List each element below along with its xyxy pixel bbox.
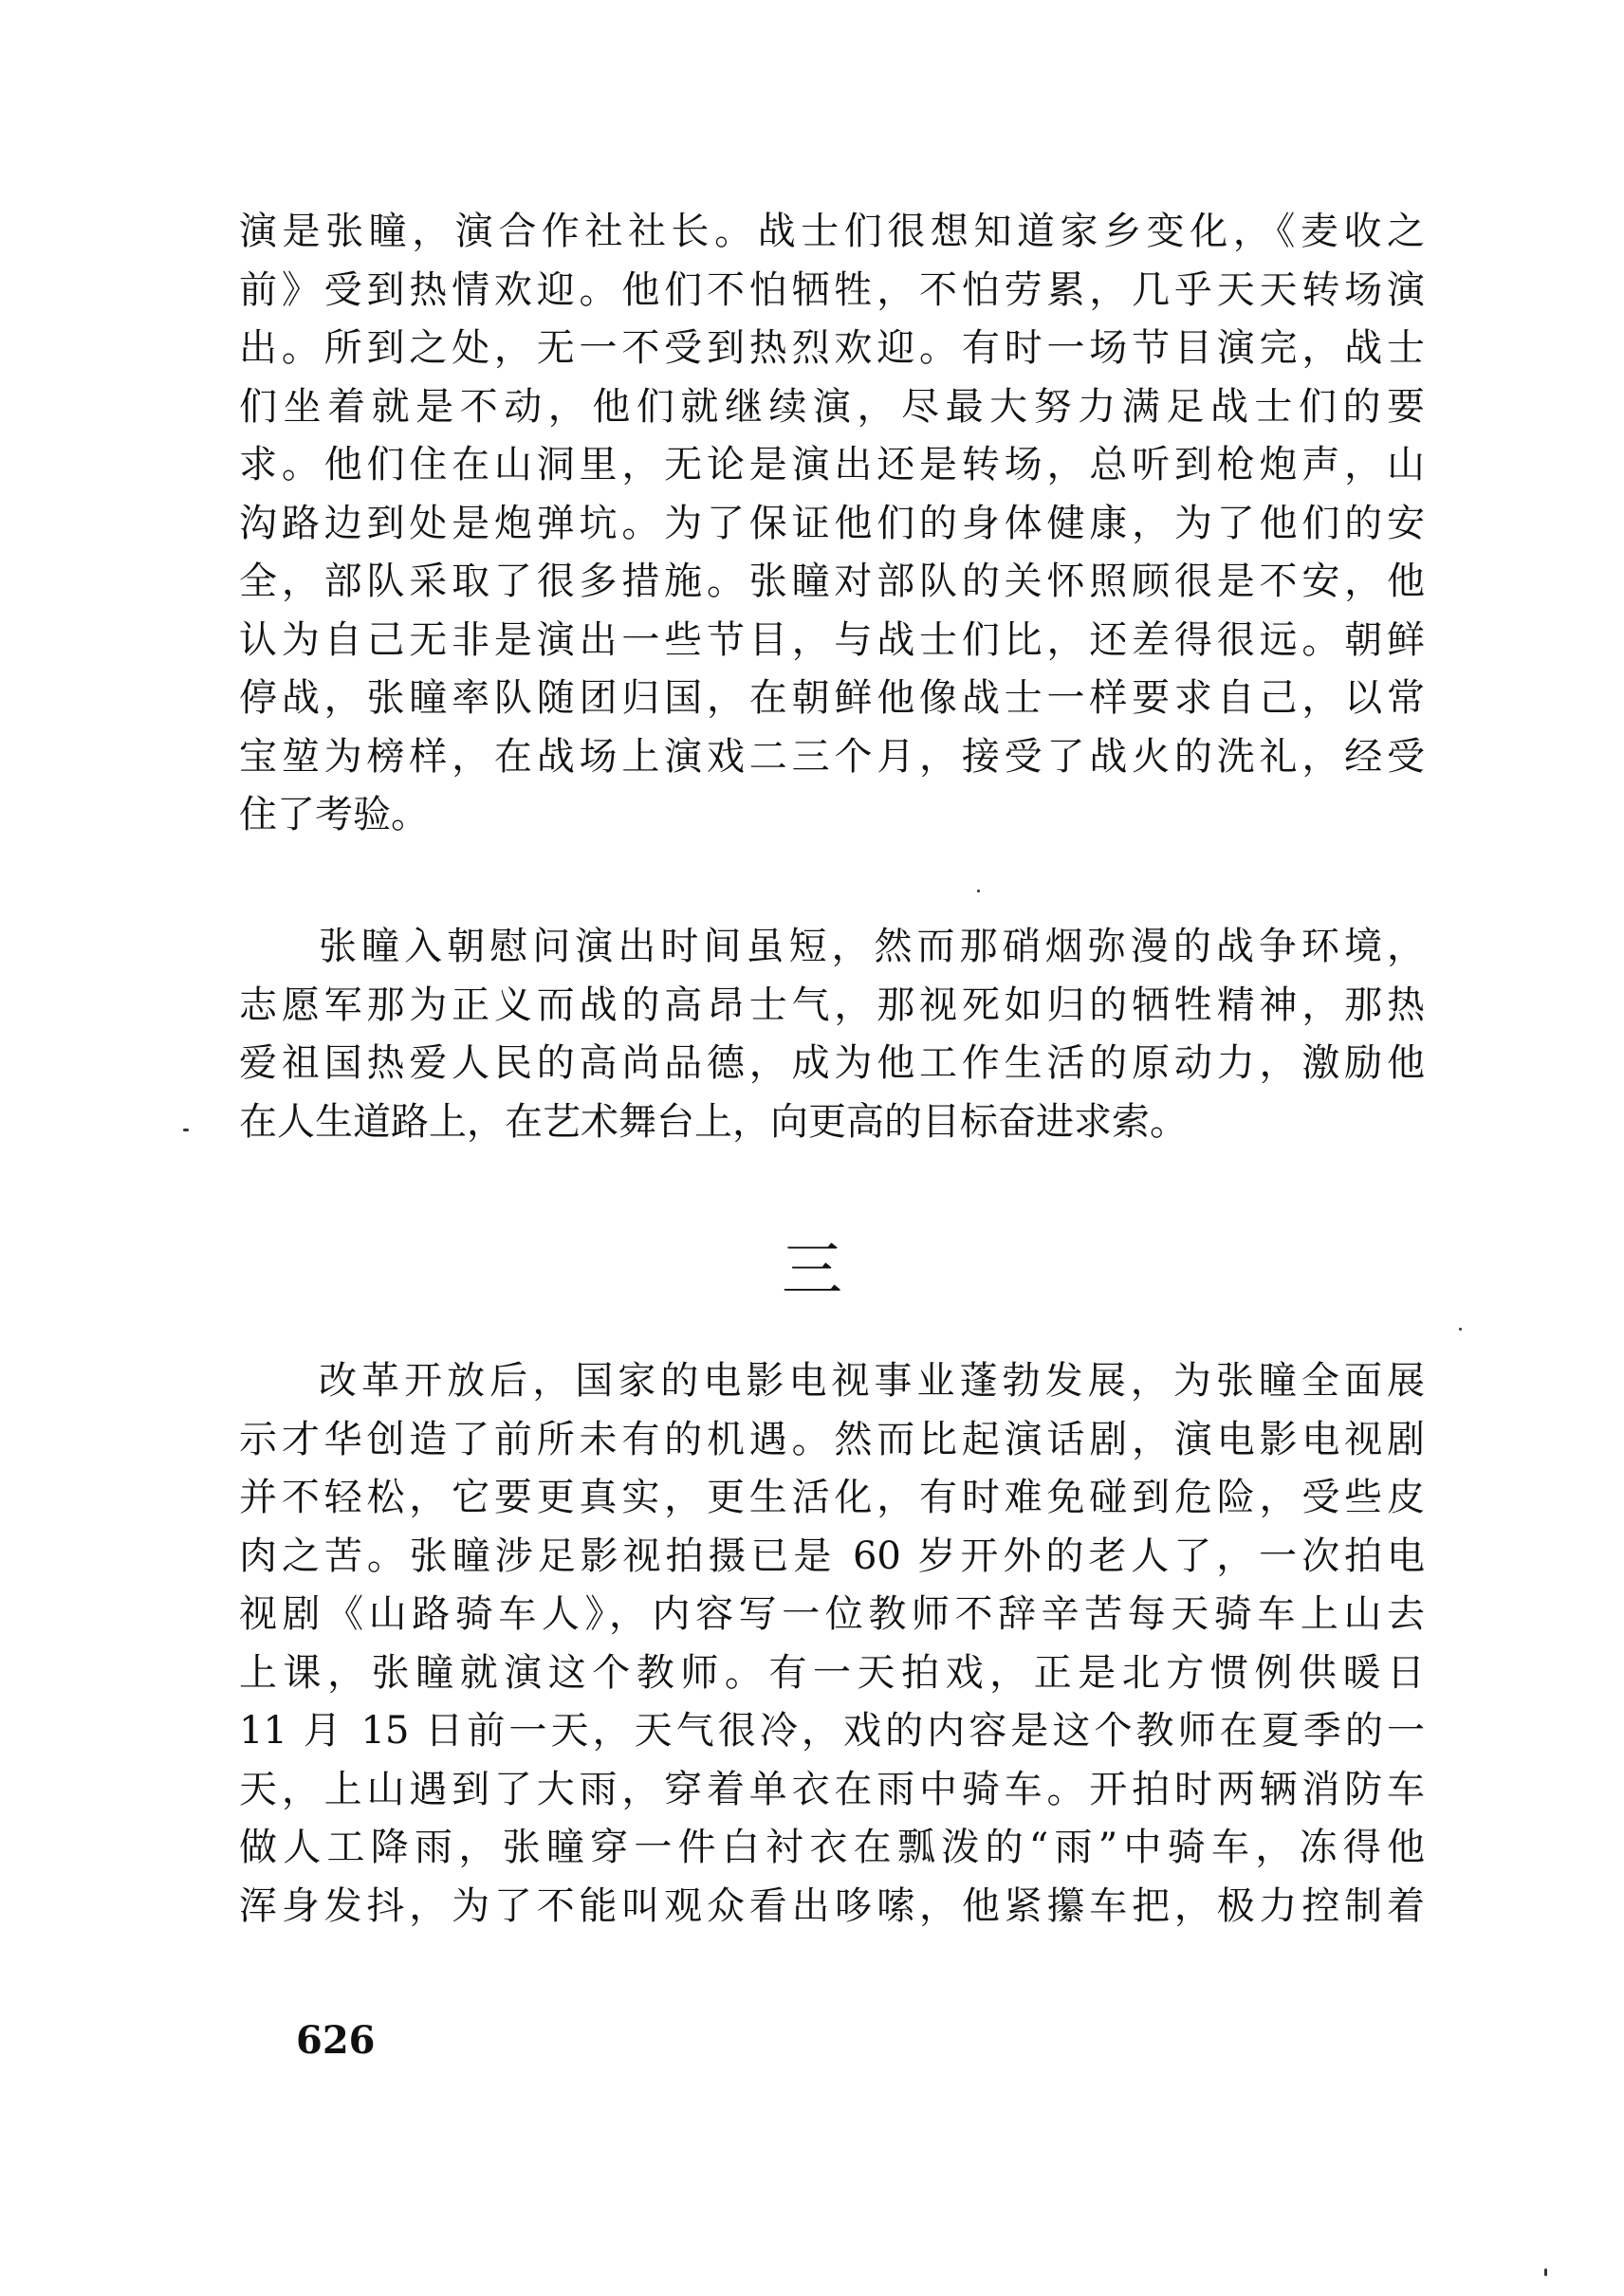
text-line: 停战，张瞳率队随团归国，在朝鲜他像战士一样要求自己，以常 [239,676,1425,720]
text-line: 们坐着就是不动，他们就继续演，尽最大努力满足战士们的要 [239,384,1425,429]
text-line: 住了考验。 [239,793,429,836]
text-line: 演是张瞳，演合作社社长。战士们很想知道家乡变化，《麦收之 [239,210,1425,253]
text-line: 肉之苦。张瞳涉足影视拍摄已是 60 岁开外的老人了，一次拍电 [239,1534,1425,1578]
text-line: 在人生道路上，在艺术舞台上，向更高的目标奋进求索。 [239,1099,1188,1144]
text-line: 浑身发抖，为了不能叫观众看出哆嗦，他紧攥车把，极力控制着 [239,1883,1425,1928]
text-line: 认为自己无非是演出一些节目，与战士们比，还差得很远。朝鲜 [239,617,1425,662]
text-line: 示才华创造了前所未有的机遇。然而比起演话剧，演电影电视剧 [239,1417,1425,1461]
scan-speck [1459,1328,1462,1331]
text-line: 出。所到之处，无一不受到热烈欢迎。有时一场节目演完，战士 [239,326,1425,370]
text-line: 宝堃为榜样，在战场上演戏二三个月，接受了战火的洗礼，经受 [239,734,1425,779]
text-line: 做人工降雨，张瞳穿一件白衬衣在瓢泼的“雨”中骑车，冻得他 [239,1826,1425,1869]
page-number: 626 [296,2018,376,2063]
text-line: 张瞳入朝慰问演出时间虽短，然而那硝烟弥漫的战争环境， [319,925,1425,968]
text-line: 上课，张瞳就演这个教师。有一天拍戏，正是北方惯例供暖日 [239,1650,1425,1695]
scan-speck [1544,2268,1547,2276]
text-line: 志愿军那为正义而战的高昂士气，那视死如归的牺牲精神，那热 [239,983,1425,1027]
text-line: 沟路边到处是炮弹坑。为了保证他们的身体健康，为了他们的安 [239,501,1425,545]
paragraph-3 [239,1352,1425,1936]
text-line: 并不轻松，它要更真实，更生活化，有时难免碰到危险，受些皮 [239,1476,1425,1519]
text-line: 天，上山遇到了大雨，穿着单衣在雨中骑车。开拍时两辆消防车 [239,1767,1425,1811]
text-line: 全，部队采取了很多措施。张瞳对部队的关怀照顾很是不安，他 [239,560,1425,603]
scan-speck [977,890,980,892]
text-line: 11 月 15 日前一天，天气很冷，戏的内容是这个教师在夏季的一 [239,1709,1425,1753]
text-line: 视剧《山路骑车人》，内容写一位教师不辞辛苦每天骑车上山去 [239,1592,1425,1636]
scan-speck [183,1129,189,1131]
text-line: 爱祖国热爱人民的高尚品德，成为他工作生活的原动力，激励他 [239,1041,1425,1085]
text-line: 前》受到热情欢迎。他们不怕牺牲，不怕劳累，几乎天天转场演 [239,267,1425,312]
text-line: 求。他们住在山洞里，无论是演出还是转场，总听到枪炮声，山 [239,443,1425,487]
paragraph-2 [239,918,1425,1151]
section-heading: 三 [782,1236,842,1306]
paragraph-1 [239,203,1425,845]
text-line: 改革开放后，国家的电影电视事业蓬勃发展，为张瞳全面展 [319,1359,1425,1403]
